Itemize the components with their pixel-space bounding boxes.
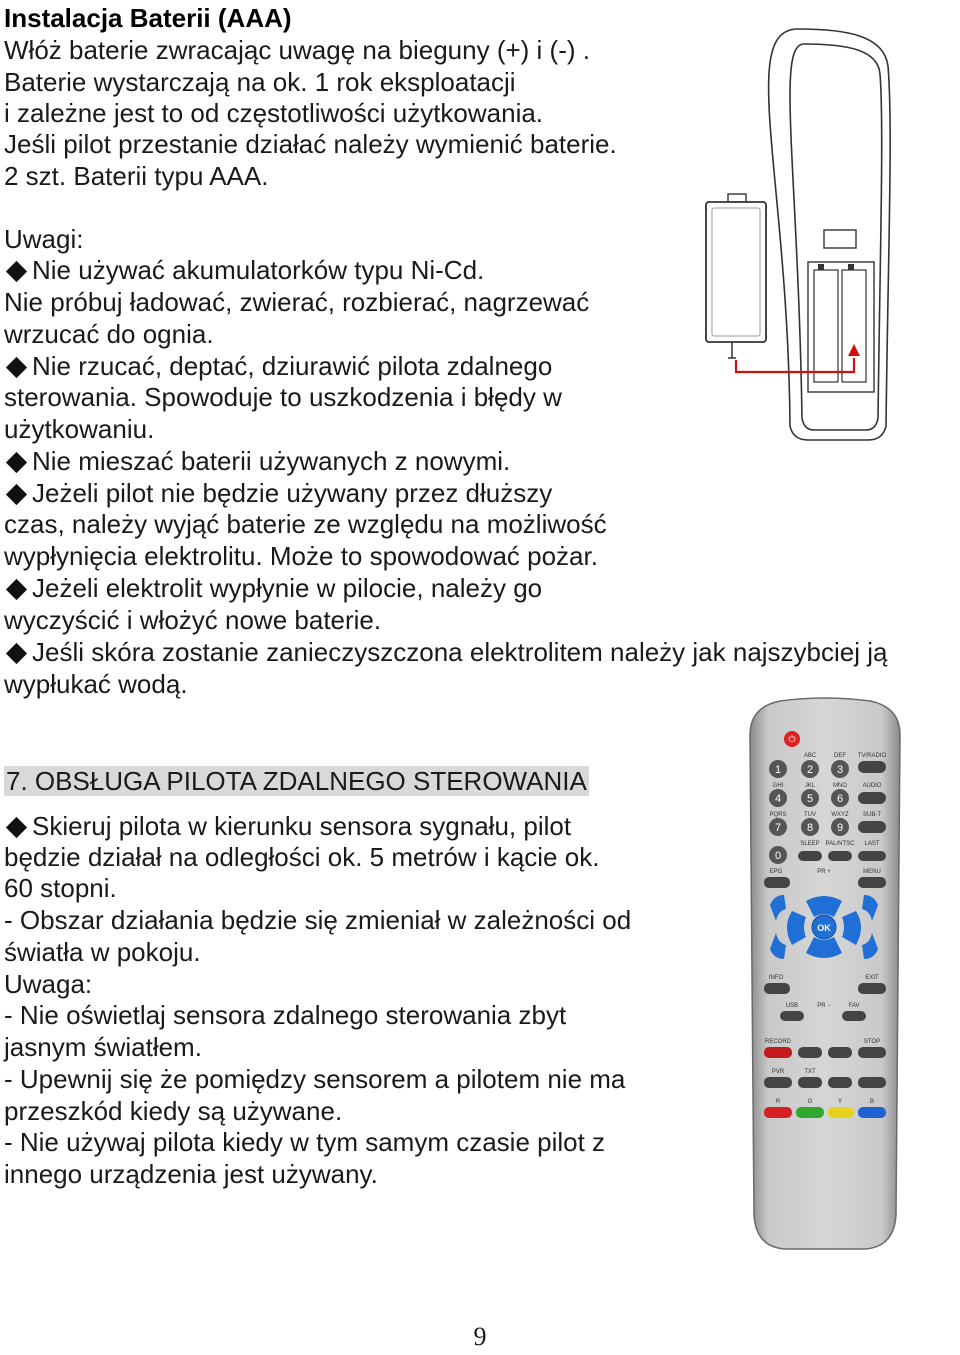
button-caption: SLEEP bbox=[800, 841, 820, 847]
operation-text-line: Uwaga: bbox=[4, 969, 93, 999]
epg-button[interactable] bbox=[764, 877, 790, 888]
rewind-button[interactable] bbox=[798, 1047, 822, 1058]
txt-button[interactable] bbox=[798, 1077, 822, 1088]
yellow-key-button[interactable] bbox=[828, 1107, 854, 1118]
last-button[interactable] bbox=[858, 851, 886, 861]
usb-label: USB bbox=[785, 1003, 799, 1009]
svg-text:3: 3 bbox=[836, 764, 844, 776]
operation-text-line: 60 stopni. bbox=[4, 873, 117, 903]
note-text-line: sterowania. Spowoduje to uszkodzenia i błędy w bbox=[4, 382, 562, 412]
bullet-diamond-icon bbox=[6, 261, 27, 282]
pvr-label: PVR bbox=[771, 1069, 785, 1075]
svg-text:5: 5 bbox=[806, 793, 814, 805]
play-pause-button[interactable] bbox=[828, 1077, 852, 1088]
epg-label: EPG bbox=[769, 869, 783, 875]
operation-item: Skieruj pilota w kierunku sensora sygnału, pilot bbox=[4, 810, 571, 842]
note-text-line: Nie próbuj ładować, zwierać, rozbierać, nagrzewać bbox=[4, 287, 590, 317]
battery-insertion-figure bbox=[698, 26, 898, 446]
record-label: RECORD bbox=[764, 1039, 792, 1045]
svg-text:OK: OK bbox=[817, 923, 831, 933]
pr-plus-label: PR + bbox=[817, 869, 831, 875]
menu-label: MENU bbox=[863, 869, 881, 875]
aaa-battery-icon bbox=[706, 194, 766, 358]
svg-text:9: 9 bbox=[836, 822, 844, 834]
exit-label: EXIT bbox=[865, 975, 879, 981]
button-caption: PAL/NTSC bbox=[825, 841, 855, 847]
button-caption: TV/RADIO bbox=[857, 753, 887, 759]
remote-body bbox=[750, 698, 900, 1249]
operation-text-line: - Nie oświetlaj sensora zdalnego sterowania zbyt bbox=[4, 1000, 567, 1030]
note-text-line: czas, należy wyjąć baterie ze względu na możliwość bbox=[4, 509, 607, 539]
note-text-line: wypłynięcia elektrolitu. Może to spowodować pożar. bbox=[4, 541, 598, 571]
pr-minus-label: PR − bbox=[817, 1003, 831, 1009]
bullet-diamond-icon bbox=[6, 579, 27, 600]
operation-text-line: innego urządzenia jest używany. bbox=[4, 1159, 378, 1189]
operation-text-line: - Obszar działania będzie się zmieniał w zależności od bbox=[4, 905, 632, 935]
operation-text-line: światła w pokoju. bbox=[4, 937, 201, 967]
note-item: Nie rzucać, deptać, dziurawić pilota zdalnego bbox=[4, 350, 552, 382]
operation-text-line: przeszkód kiedy są używane. bbox=[4, 1096, 343, 1126]
yellow-key-label: Y bbox=[837, 1099, 843, 1105]
button-caption: AUDIO bbox=[862, 783, 882, 789]
subtitle-button[interactable] bbox=[858, 821, 886, 833]
battery-text-line: Baterie wystarczają na ok. 1 rok eksploatacji bbox=[4, 67, 516, 97]
forward-button[interactable] bbox=[828, 1047, 852, 1058]
note-text-line: użytkowaniu. bbox=[4, 414, 155, 444]
button-caption: WXYZ bbox=[831, 812, 849, 818]
svg-text:7: 7 bbox=[774, 822, 782, 834]
button-caption: TUV bbox=[804, 812, 816, 818]
button-caption: SUB-T bbox=[863, 812, 881, 818]
pal-ntsc-button[interactable] bbox=[828, 851, 852, 861]
bullet-diamond-icon bbox=[6, 452, 27, 473]
info-button[interactable] bbox=[764, 983, 790, 994]
note-item: Jeżeli elektrolit wypłynie w pilocie, należy go bbox=[4, 572, 542, 604]
svg-text:2: 2 bbox=[806, 764, 814, 776]
bullet-diamond-icon bbox=[6, 817, 27, 838]
menu-button[interactable] bbox=[858, 877, 886, 888]
battery-text-line: 2 szt. Baterii typu AAA. bbox=[4, 161, 269, 191]
operation-text-line: jasnym światłem. bbox=[4, 1032, 202, 1062]
green-key-button[interactable] bbox=[796, 1107, 824, 1118]
battery-compartment bbox=[808, 230, 874, 392]
note-text-line: wrzucać do ognia. bbox=[4, 319, 214, 349]
fav-button[interactable] bbox=[842, 1011, 866, 1021]
button-caption: JKL bbox=[804, 783, 816, 789]
page-number: 9 bbox=[473, 1322, 487, 1351]
svg-text:1: 1 bbox=[774, 764, 782, 776]
svg-text:4: 4 bbox=[774, 793, 782, 805]
section-heading: 7. OBSŁUGA PILOTA ZDALNEGO STEROWANIA bbox=[6, 766, 587, 796]
note-item: Nie używać akumulatorków typu Ni-Cd. bbox=[4, 254, 484, 286]
info-label: INFO bbox=[768, 975, 784, 981]
button-caption: PQRS bbox=[769, 812, 787, 818]
txt-label: TXT bbox=[804, 1069, 816, 1075]
note-text-line: wyczyścić i włożyć nowe baterie. bbox=[4, 605, 382, 635]
red-key-label: R bbox=[775, 1099, 781, 1105]
stop-button[interactable] bbox=[858, 1047, 886, 1058]
green-key-label: G bbox=[807, 1099, 813, 1105]
sleep-button[interactable] bbox=[798, 851, 822, 861]
next-button[interactable] bbox=[858, 1077, 886, 1088]
note-text-line: wypłukać wodą. bbox=[4, 669, 188, 699]
operation-text-line: - Upewnij się że pomiędzy sensorem a pilotem nie ma bbox=[4, 1064, 626, 1094]
svg-text:8: 8 bbox=[806, 822, 814, 834]
power-icon: ⏻ bbox=[788, 734, 796, 744]
audio-button[interactable] bbox=[858, 792, 886, 804]
battery-text-line: i zależne jest to od częstotliwości użytkowania. bbox=[4, 98, 544, 128]
record-button[interactable] bbox=[764, 1047, 792, 1058]
button-caption: ABC bbox=[803, 753, 817, 759]
button-caption: GHI bbox=[772, 783, 784, 789]
fav-label: FAV bbox=[848, 1003, 860, 1009]
operation-text-line: będzie działał na odległości ok. 5 metrów i kącie ok. bbox=[4, 842, 600, 872]
usb-button[interactable] bbox=[780, 1011, 804, 1021]
button-caption: LAST bbox=[864, 841, 880, 847]
note-item: Nie mieszać baterii używanych z nowymi. bbox=[4, 445, 510, 477]
exit-button[interactable] bbox=[858, 983, 886, 994]
note-item: Jeśli skóra zostanie zanieczyszczona elektrolitem należy jak najszybciej ją bbox=[4, 636, 888, 668]
red-key-button[interactable] bbox=[764, 1107, 792, 1118]
note-item: Jeżeli pilot nie będzie używany przez dłuższy bbox=[4, 477, 552, 509]
button-caption: MNO bbox=[833, 783, 847, 789]
svg-text:0: 0 bbox=[774, 850, 782, 862]
blue-key-label: B bbox=[869, 1099, 875, 1105]
battery-text-line: Włóż baterie zwracając uwagę na bieguny (+) i (-) . bbox=[4, 35, 590, 65]
tv-radio-button[interactable] bbox=[858, 761, 886, 773]
bullet-diamond-icon bbox=[6, 643, 27, 664]
bullet-diamond-icon bbox=[6, 484, 27, 505]
operation-text-line: - Nie używaj pilota kiedy w tym samym czasie pilot z bbox=[4, 1127, 606, 1157]
svg-text:6: 6 bbox=[836, 793, 844, 805]
battery-title: Instalacja Baterii (AAA) bbox=[4, 3, 292, 33]
notes-label: Uwagi: bbox=[4, 224, 84, 254]
remote-control-figure bbox=[740, 695, 910, 1255]
bullet-diamond-icon bbox=[6, 357, 27, 378]
blue-key-button[interactable] bbox=[858, 1107, 886, 1118]
battery-text-line: Jeśli pilot przestanie działać należy wymienić baterie. bbox=[4, 129, 617, 159]
button-caption: DEF bbox=[834, 753, 846, 759]
pvr-button[interactable] bbox=[764, 1077, 792, 1088]
stop-label: STOP bbox=[863, 1039, 881, 1045]
